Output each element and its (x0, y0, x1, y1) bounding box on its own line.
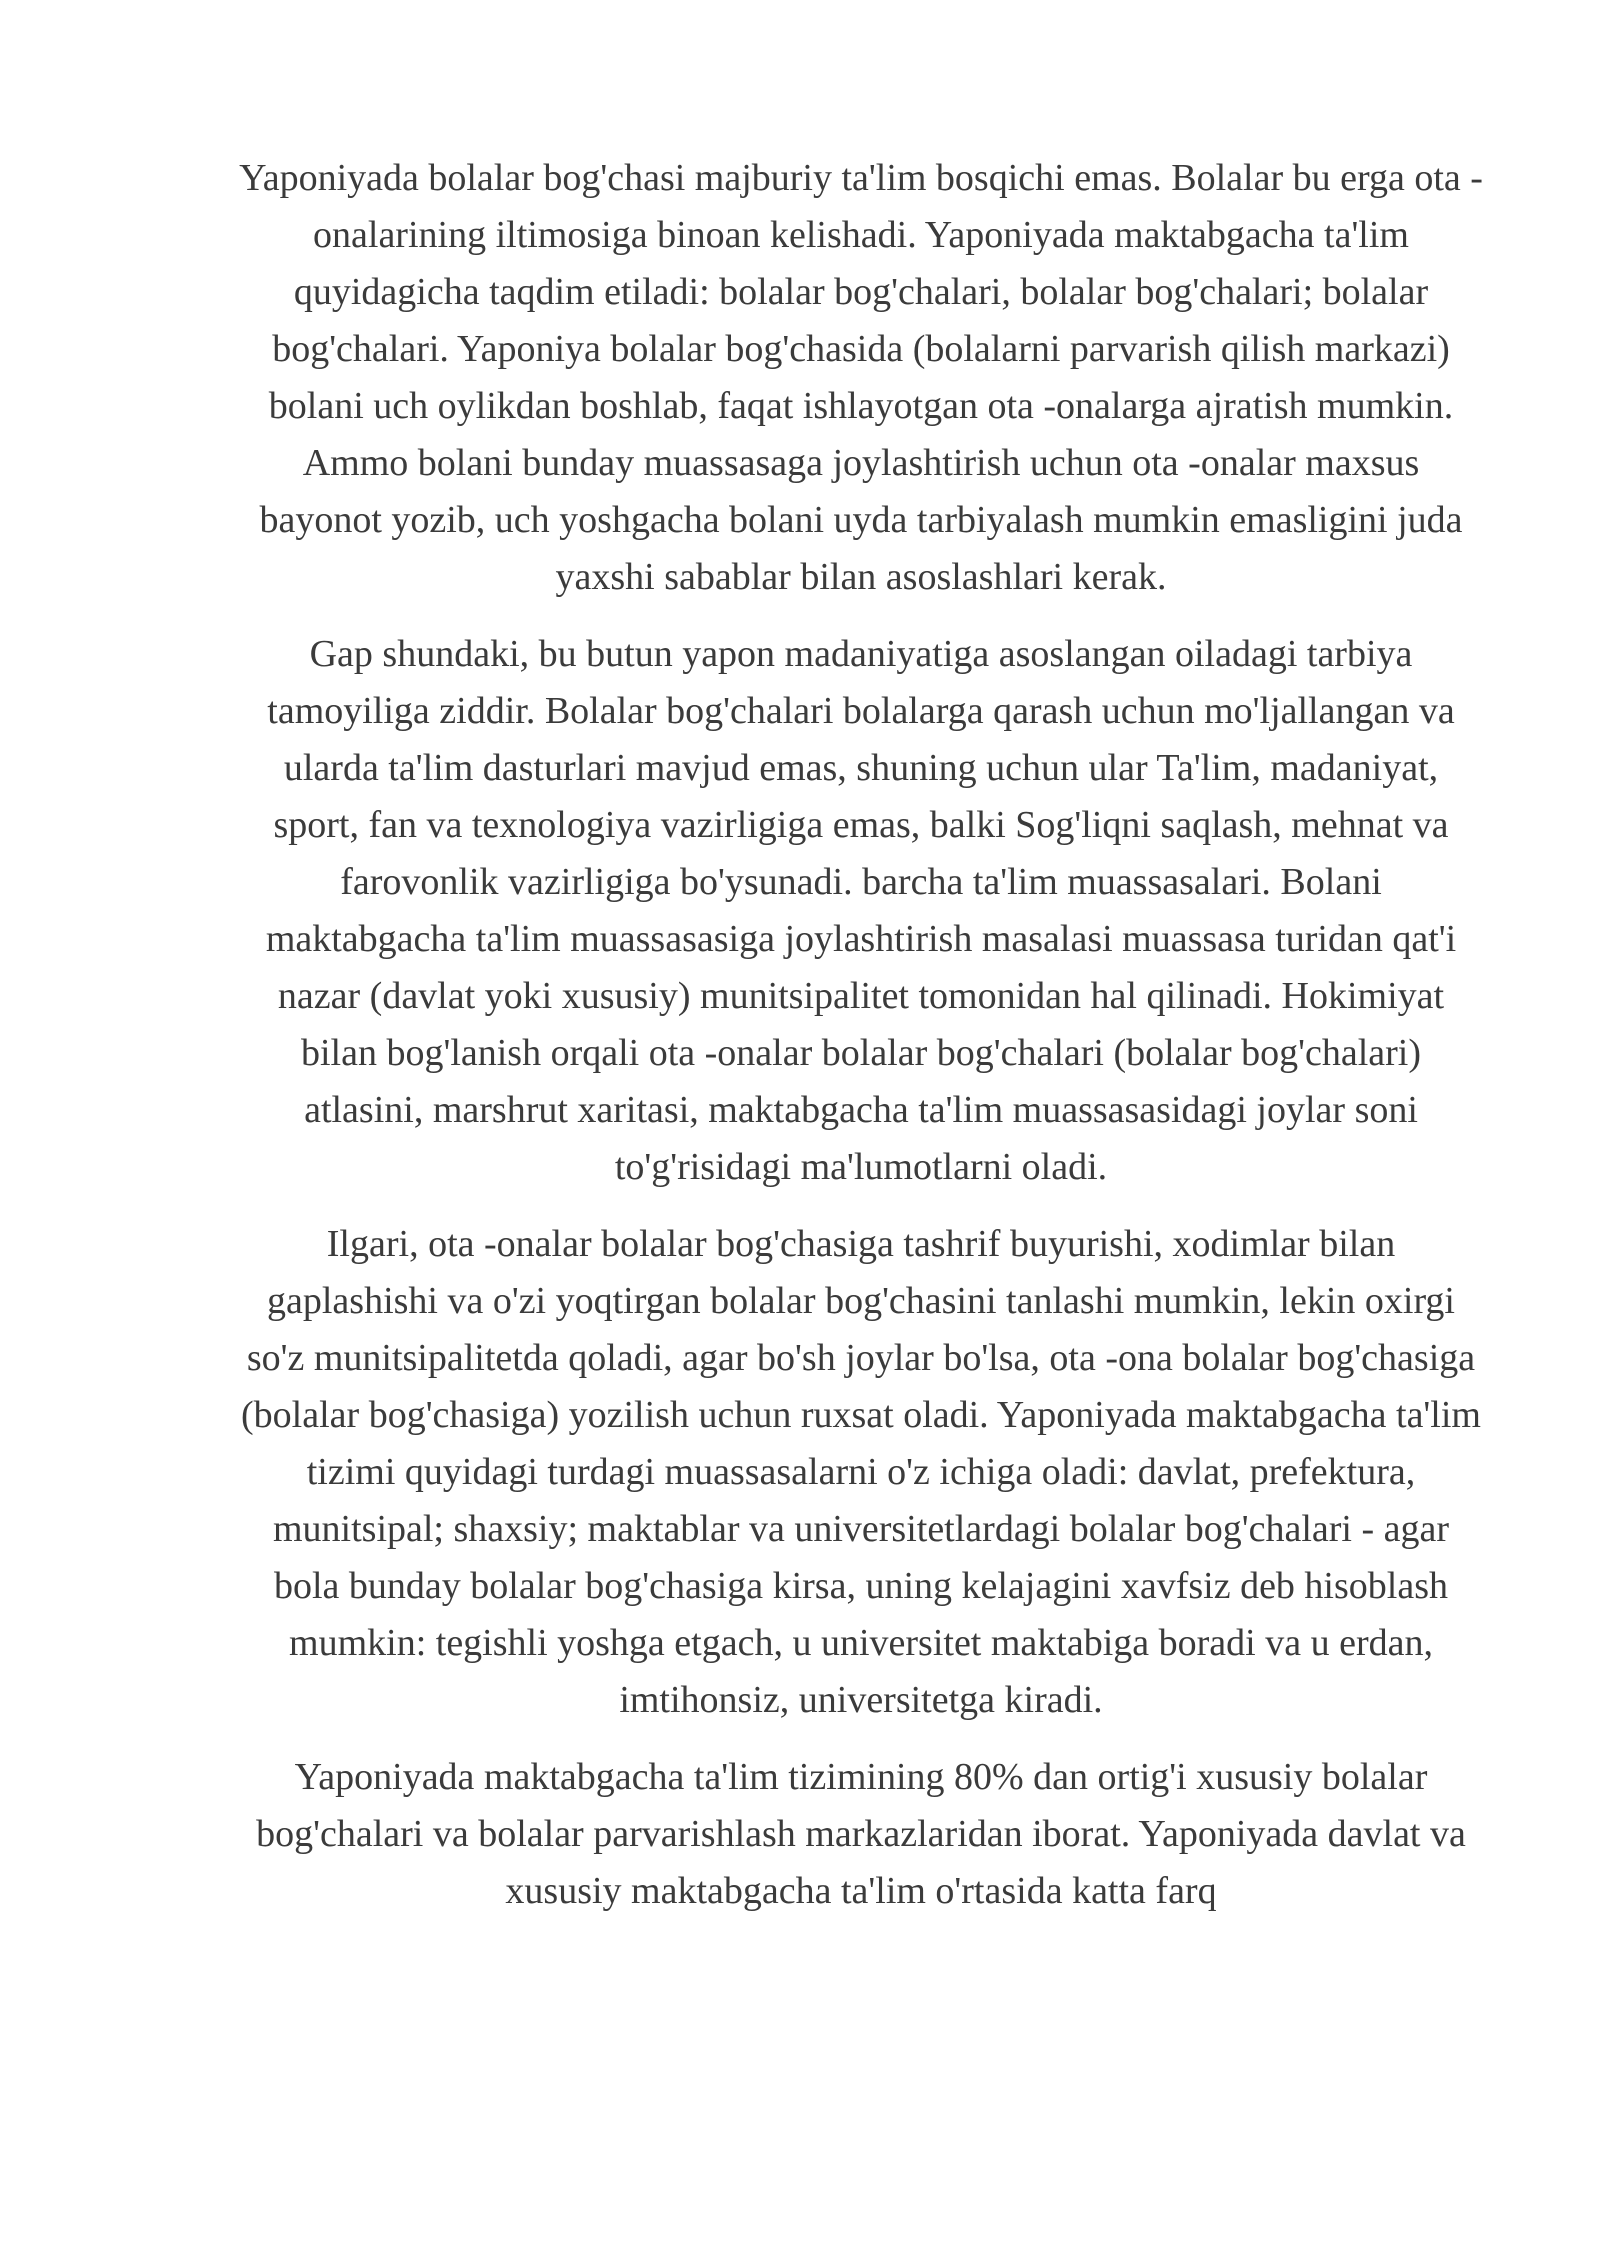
paragraph-3: Ilgari, ota -onalar bolalar bog'chasiga tashrif buyurishi, xodimlar bilan gaplashishi va o'zi yoqtirgan bolalar bog'chasini tanlashi mumkin, lekin oxirgi so'z munitsipalitetda qoladi, agar bo'sh joylar bo'lsa, ota -ona bolalar bog'chasiga (bolalar bog'chasiga) yozilish uchun ruxsat oladi. Yaponiyada maktabgacha ta'lim tizimi quyidagi turdagi muassasalarni o'z ichiga oladi: davlat, prefektura, munitsipal; shaxsiy; maktablar va universitetlardagi bolalar bog'chalari - agar bola bunday bolalar bog'chasiga kirsa, uning kelajagini xavfsiz deb hisoblash mumkin: tegishli yoshga etgach, u universitet maktabiga boradi va u erdan, imtihonsiz, universitetga kiradi. (241, 1223, 1481, 1721)
paragraph-2: Gap shundaki, bu butun yapon madaniyatiga asoslangan oiladagi tarbiya tamoyiliga ziddir. Bolalar bog'chalari bolalarga qarash uchun mo'ljallangan va ularda ta'lim dasturlari mavjud emas, shuning uchun ular Ta'lim, madaniyat, sport, fan va texnologiya vazirligiga emas, balki Sog'liqni saqlash, mehnat va farovonlik vazirligiga bo'ysunadi. barcha ta'lim muassasalari. Bolani maktabgacha ta'lim muassasasiga joylashtirish masalasi muassasa turidan qat'i nazar (davlat yoki xususiy) munitsipalitet tomonidan hal qilinadi. Hokimiyat bilan bog'lanish orqali ota -onalar bolalar bog'chalari (bolalar bog'chalari) atlasini, marshrut xaritasi, maktabgacha ta'lim muassasasidagi joylar soni to'g'risidagi ma'lumotlarni oladi. (265, 633, 1457, 1188)
paragraph-4: Yaponiyada maktabgacha ta'lim tizimining 80% dan ortig'i xususiy bolalar bog'chalari va bolalar parvarishlash markazlaridan iborat. Yaponiyada davlat va xususiy maktabgacha ta'lim o'rtasida katta farq (256, 1756, 1466, 1912)
document-body (238, 150, 1484, 1940)
paragraph-1: Yaponiyada bolalar bog'chasi majburiy ta'lim bosqichi emas. Bolalar bu erga ota -onalarining iltimosiga binoan kelishadi. Yaponiyada maktabgacha ta'lim quyidagicha taqdim etiladi: bolalar bog'chalari, bolalar bog'chalari; bolalar bog'chalari. Yaponiya bolalar bog'chasida (bolalarni parvarish qilish markazi) bolani uch oylikdan boshlab, faqat ishlayotgan ota -onalarga ajratish mumkin. Ammo bolani bunday muassasaga joylashtirish uchun ota -onalar maxsus bayonot yozib, uch yoshgacha bolani uyda tarbiyalash mumkin emasligini juda yaxshi sabablar bilan asoslashlari kerak. (239, 157, 1483, 598)
